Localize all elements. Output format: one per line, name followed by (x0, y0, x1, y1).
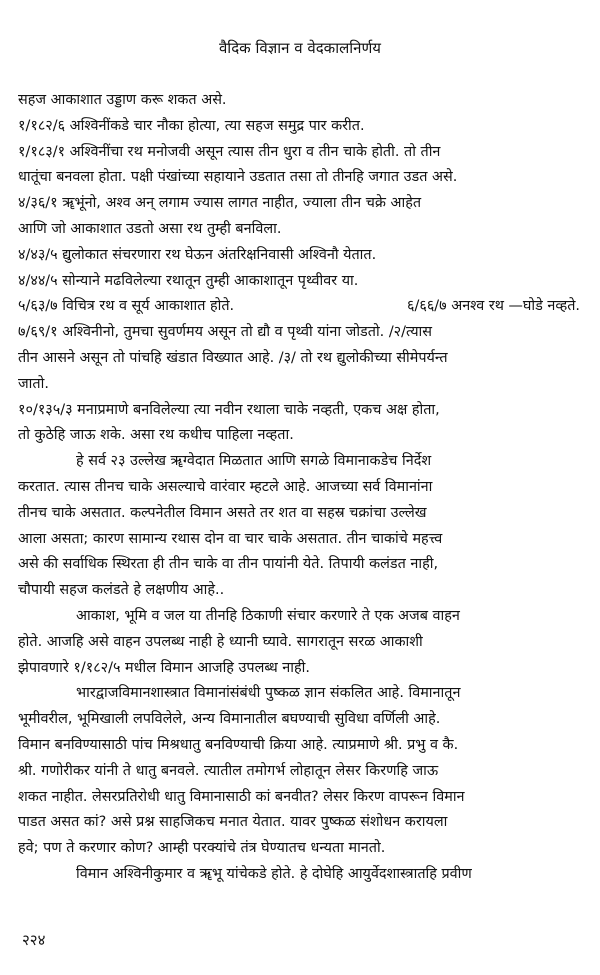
text-line: तीनच चाके असतात. कल्पनेतील विमान असते तर शत वा सहस्र चक्रांचा उल्लेख (18, 504, 427, 521)
text-line: सहज आकाशात उड्डाण करू शकत असे. (18, 92, 227, 108)
text-line: विमान बनविण्यासाठी पांच मिश्रधातु बनविण्याची क्रिया आहे. त्याप्रमाणे श्री. प्रभु व कै. (18, 736, 459, 753)
text-line-left: ५/६३/७ विचित्र रथ व सूर्य आकाशात होते. (18, 298, 235, 315)
text-line: भूमीवरील, भूमिखाली लपविलेले, अन्य विमानातील बघण्याची सुविधा वर्णिली आहे. (18, 711, 441, 728)
text-line: १/१८२/६ अश्विनींकडे चार नौका होत्या, त्या सहज समुद्र पार करीत. (18, 117, 365, 134)
page-number: २२४ (22, 931, 46, 949)
text-line: पाडत असत कां? असे प्रश्न साहजिकच मनात येतात. यावर पुष्कळ संशोधन करायला (18, 814, 448, 831)
paragraph-start-line: भारद्वाजविमानशास्त्रात विमानांसंबंधी पुष्कळ ज्ञान संकलित आहे. विमानातून (76, 685, 461, 702)
text-line: तीन आसने असून तो पांचहि खंडात विख्यात आहे. /३/ तो रथ द्युलोकीच्या सीमेपर्यन्त (18, 349, 448, 366)
text-line: ७/६९/१ अश्विनीनो, तुमचा सुवर्णमय असून तो द्यौ व पृथ्वी यांना जोडतो. /२/त्यास (18, 324, 432, 341)
text-line: तो कुठेहि जाऊ शके. असा रथ कधीच पाहिला नव्हता. (18, 427, 294, 444)
text-line: आला असता; कारण सामान्य रथास दोन वा चार चाके असतात. तीन चाकांचे महत्त्व (18, 530, 443, 547)
text-line: ४/४३/५ द्युलोकात संचरणारा रथ घेऊन अंतरिक्षनिवासी अश्विनौ येतात. (18, 246, 377, 263)
text-line: ४/४४/५ सोन्याने मढविलेल्या रथातून तुम्ही आकाशातून पृथ्वीवर या. (18, 272, 359, 289)
text-line: जातो. (18, 375, 49, 392)
text-line: शकत नाहीत. लेसरप्रतिरोधी धातु विमानासाठी कां बनवीत? लेसर किरण वापरून विमान (18, 788, 465, 805)
running-head: वैदिक विज्ञान व वेदकालनिर्णय (218, 39, 382, 57)
text-line: चौपायी सहज कलंडते हे लक्षणीय आहे.. (18, 582, 225, 599)
text-line: १०/१३५/३ मनाप्रमाणे बनविलेल्या त्या नवीन रथाला चाके नव्हती, एकच अक्ष होता, (18, 401, 440, 418)
text-line: असे की सर्वाधिक स्थिरता ही तीन चाके वा तीन पायांनी येते. तिपायी कलंडत नाही, (18, 556, 439, 573)
text-line: हवे; पण ते करणार कोण? आम्ही परक्यांचे तंत्र घेण्यातच धन्यता मानतो. (18, 840, 386, 857)
text-line: करतात. त्यास तीनच चाके असल्याचे वारंवार म्हटले आहे. आजच्या सर्व विमानांना (18, 478, 433, 495)
text-line-right: ६/६६/७ अनश्व रथ —घोडे नव्हते. (407, 298, 580, 315)
text-line: झेपावणारे १/१८२/५ मधील विमान आजहि उपलब्ध नाही. (18, 659, 310, 676)
paragraph-start-line: विमान अश्विनीकुमार व ॠभू यांचेकडे होते. हे दोघेहि आयुर्वेदशास्त्रातहि प्रवीण (76, 865, 472, 882)
text-line: होते. आजहि असे वाहन उपलब्ध नाही हे ध्यानी घ्यावे. सागरातून सरळ आकाशी (18, 633, 423, 650)
text-line: श्री. गणोरीकर यांनी ते धातु बनवले. त्यातील तमोगर्भ लोहातून लेसर किरणहि जाऊ (18, 762, 439, 779)
text-line: १/१८३/१ अश्विनींचा रथ मनोजवी असून त्यास तीन धुरा व तीन चाके होती. तो तीन (18, 143, 441, 160)
paragraph-start-line: आकाश, भूमि व जल या तीनहि ठिकाणी संचार करणारे ते एक अजब वाहन (76, 607, 460, 624)
text-line: आणि जो आकाशात उडतो असा रथ तुम्ही बनविला. (18, 220, 282, 237)
paragraph-start-line: हे सर्व २३ उल्लेख ॠग्वेदात मिळतात आणि सगळे विमानाकडेच निर्देश (76, 453, 432, 470)
text-line: धातूंचा बनवला होता. पक्षी पंखांच्या सहायाने उडतात तसा तो तीनहि जगात उडत असे. (18, 169, 458, 186)
body-text (18, 88, 580, 888)
text-line: ४/३६/१ ॠभूंनो, अश्व अन् लगाम ज्यास लागत नाहीत, ज्याला तीन चक्रे आहेत (18, 195, 422, 212)
text-line-two-part (18, 294, 580, 320)
